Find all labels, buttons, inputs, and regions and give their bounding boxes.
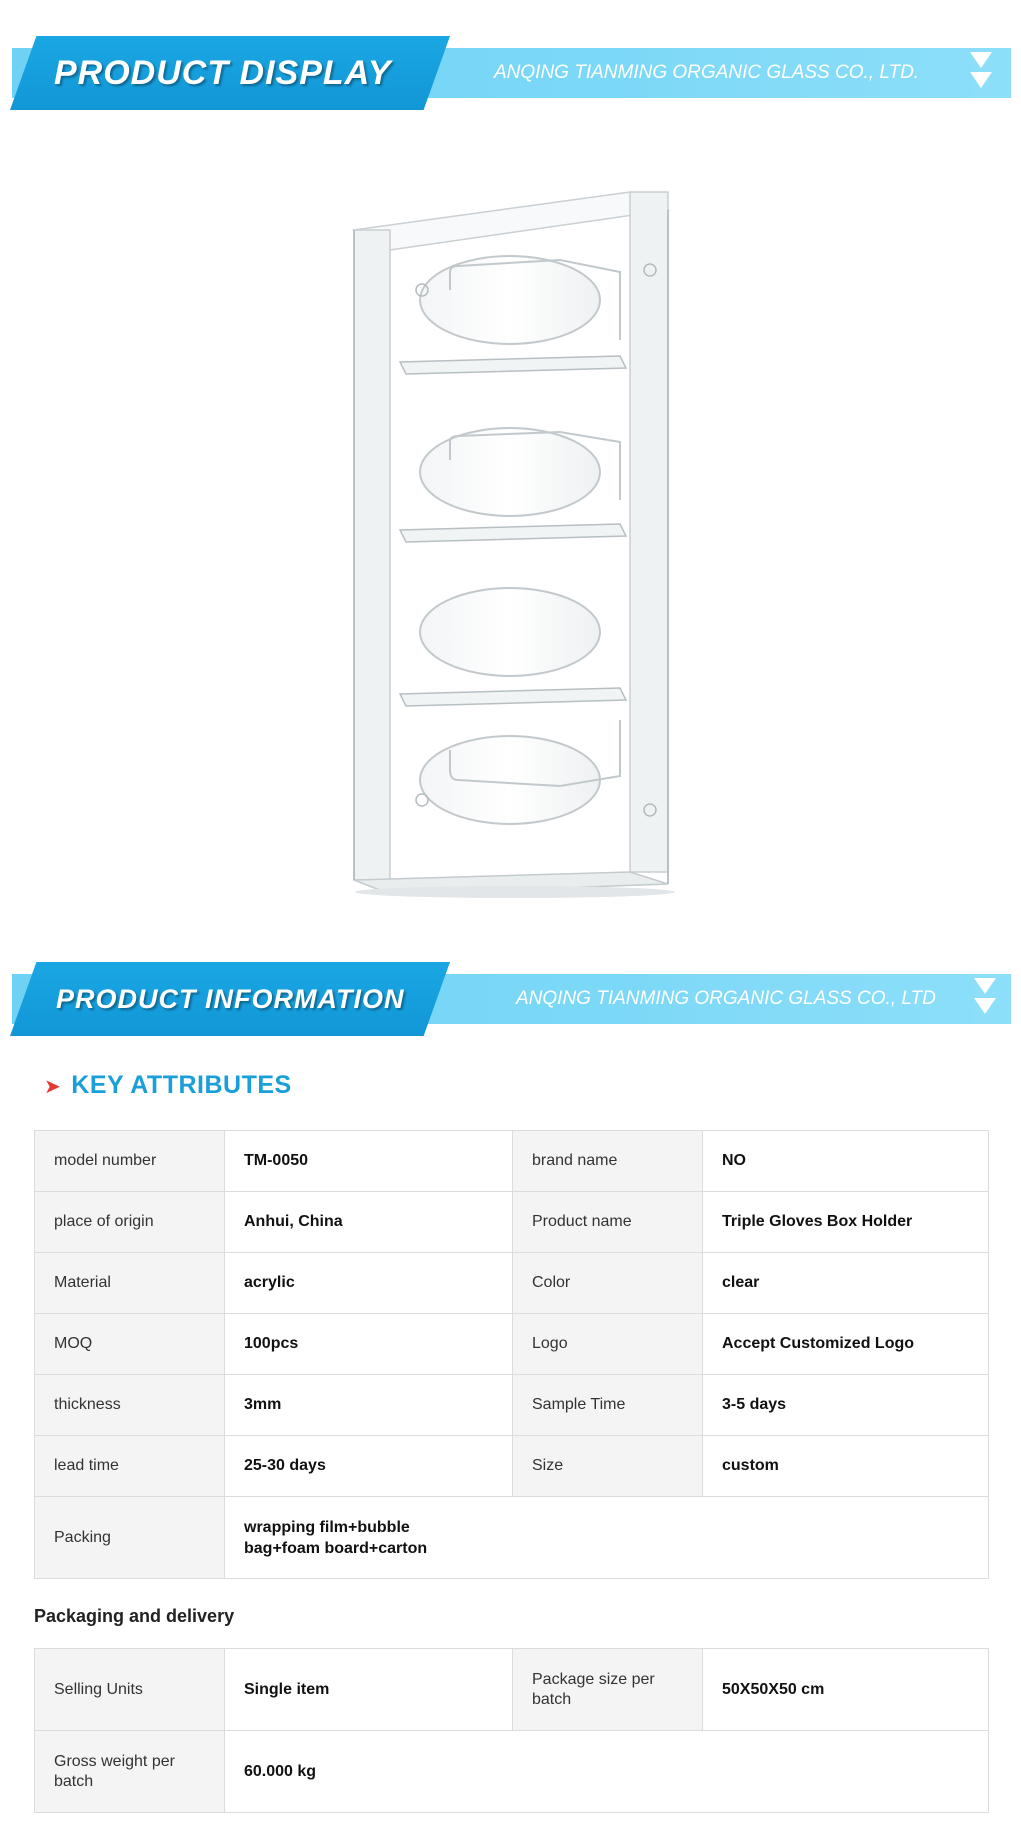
attribute-value: 50X50X50 cm (703, 1649, 989, 1731)
attribute-label: Size (513, 1436, 703, 1497)
table-row (35, 1192, 989, 1253)
attribute-label: lead time (35, 1436, 225, 1497)
table-row (35, 1436, 989, 1497)
attribute-label: Package size per batch (513, 1649, 703, 1731)
table-row (35, 1731, 989, 1813)
company-name: ANQING TIANMING ORGANIC GLASS CO., LTD (516, 988, 936, 1009)
attribute-value: Single item (225, 1649, 513, 1731)
attribute-label: Gross weight per batch (35, 1731, 225, 1813)
key-attributes-heading (44, 1068, 292, 1102)
company-name: ANQING TIANMING ORGANIC GLASS CO., LTD. (494, 62, 920, 83)
attribute-value: NO (703, 1131, 989, 1192)
packaging-delivery-table (34, 1648, 989, 1813)
table-row (35, 1131, 989, 1192)
table-row (35, 1649, 989, 1731)
attribute-label: Selling Units (35, 1649, 225, 1731)
attribute-value (225, 1497, 989, 1579)
attribute-value: Accept Customized Logo (703, 1314, 989, 1375)
product-information-title: PRODUCT INFORMATION (56, 984, 405, 1014)
attribute-label: Color (513, 1253, 703, 1314)
attribute-value: acrylic (225, 1253, 513, 1314)
product-information-banner (0, 962, 1021, 1042)
attribute-value: 100pcs (225, 1314, 513, 1375)
key-attributes-label: KEY ATTRIBUTES (71, 1071, 292, 1099)
table-row (35, 1314, 989, 1375)
chevron-down-icon (972, 974, 998, 1018)
attribute-value: 25-30 days (225, 1436, 513, 1497)
attribute-label: MOQ (35, 1314, 225, 1375)
table-row (35, 1375, 989, 1436)
key-attributes-table (34, 1130, 989, 1579)
attribute-value: 60.000 kg (225, 1731, 989, 1813)
attribute-value: 3mm (225, 1375, 513, 1436)
table-row (35, 1497, 989, 1579)
arrow-right-icon: ➤ (44, 1076, 62, 1098)
attribute-value: clear (703, 1253, 989, 1314)
attribute-label: Sample Time (513, 1375, 703, 1436)
attribute-label: Packing (35, 1497, 225, 1579)
attribute-value: custom (703, 1436, 989, 1497)
attribute-label: place of origin (35, 1192, 225, 1253)
attribute-label: model number (35, 1131, 225, 1192)
packing-value: wrapping film+bubble bag+foam board+carton (244, 1518, 428, 1557)
chevron-down-icon (968, 48, 994, 92)
attribute-label: brand name (513, 1131, 703, 1192)
attribute-value: Anhui, China (225, 1192, 513, 1253)
attribute-label: Material (35, 1253, 225, 1314)
product-photo (330, 180, 700, 900)
attribute-label: Product name (513, 1192, 703, 1253)
product-display-title: PRODUCT DISPLAY (54, 54, 392, 92)
packaging-delivery-heading: Packaging and delivery (34, 1606, 235, 1626)
attribute-label: Logo (513, 1314, 703, 1375)
attribute-value: Triple Gloves Box Holder (703, 1192, 989, 1253)
attribute-value: TM-0050 (225, 1131, 513, 1192)
attribute-label: thickness (35, 1375, 225, 1436)
table-row (35, 1253, 989, 1314)
product-display-banner (0, 36, 1021, 116)
attribute-value: 3-5 days (703, 1375, 989, 1436)
